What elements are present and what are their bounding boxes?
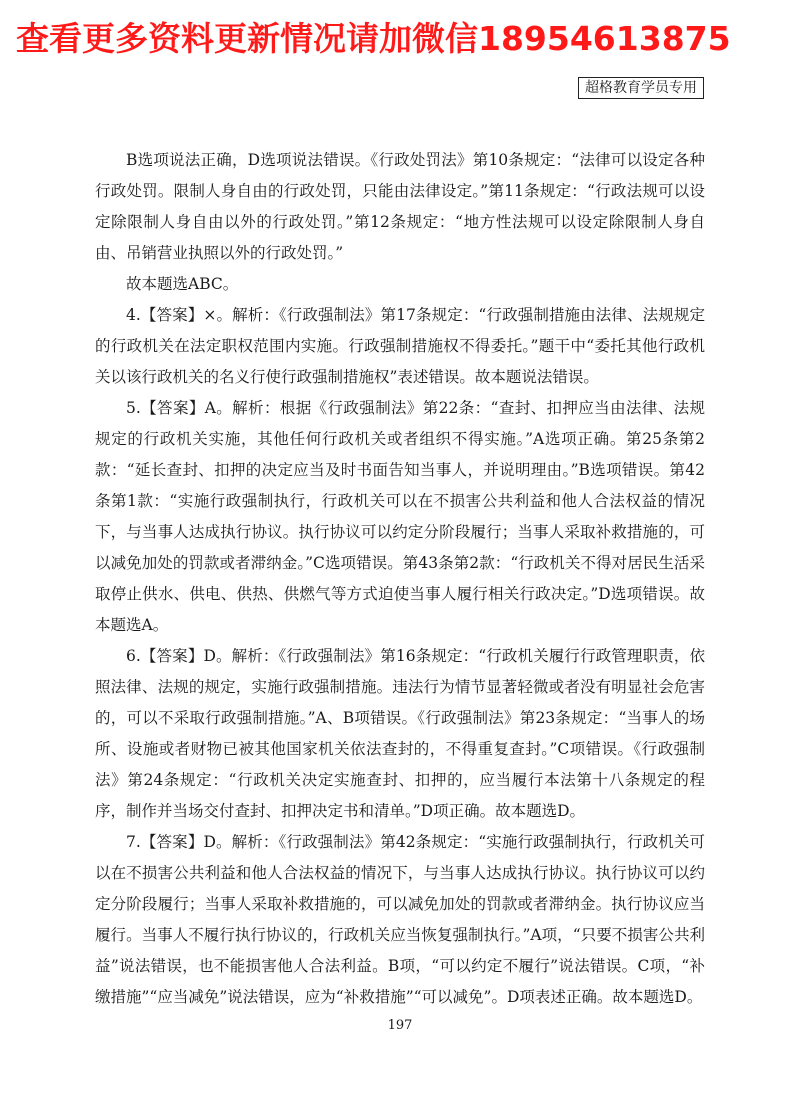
paragraph-question-6: 6.【答案】D。解析：《行政强制法》第16条规定：“行政机关履行行政管理职责，依照法律、法规的规定，实施行政强制措施。违法行为情节显著轻微或者没有明显社会危害的，可以不采取行政强制措施。”A、B项错误。《行政强制法》第23条规定：“当事人的场所、设施或者财物已被其他国家机关依法查封的，不得重复查封。”C项错误。《行政强制法》第24条规定：“行政机关决定实施查封、扣押的，应当履行本法第十八条规定的程序，制作并当场交付查封、扣押决定书和清单。”D项正确。故本题选D。 bbox=[95, 647, 705, 820]
paragraph-question-5: 5.【答案】A。解析：根据《行政强制法》第22条：“查封、扣押应当由法律、法规规定的行政机关实施，其他任何行政机关或者组织不得实施。”A选项正确。第25条第2款：“延长查封、扣押的决定应当及时书面告知当事人，并说明理由。”B选项错误。第42条第1款：“实施行政强制执行，行政机关可以在不损害公共利益和他人合法权益的情况下，与当事人达成执行协议。执行协议可以约定分阶段履行；当事人采取补救措施的，可以减免加处的罚款或者滞纳金。”C选项错误。第43条第2款：“行政机关不得对居民生活采取停止供水、供电、供热、供燃气等方式迫使当事人履行相关行政决定。”D选项错误。故本题选A。 bbox=[95, 399, 705, 634]
document-body bbox=[95, 145, 705, 1013]
paragraph-question-7: 7.【答案】D。解析：《行政强制法》第42条规定：“实施行政强制执行，行政机关可以在不损害公共利益和他人合法权益的情况下，与当事人达成执行协议。执行协议可以约定分阶段履行；当事人采取补救措施的，可以减免加处的罚款或者滞纳金。执行协议应当履行。当事人不履行执行协议的，行政机关应当恢复强制执行。”A项，“只要不损害公共利益”说法错误，也不能损害他人合法利益。B项，“可以约定不履行”说法错误。C项，“补缴措施”“应当减免”说法错误，应为“补救措施”“可以减免”。D项表述正确。故本题选D。 bbox=[95, 833, 705, 1006]
paragraph-b-option: B选项说法正确，D选项说法错误。《行政处罚法》第10条规定：“法律可以设定各种行政处罚。限制人身自由的行政处罚，只能由法律设定。”第11条规定：“行政法规可以设定除限制人身自由以外的行政处罚。”第12条规定：“地方性法规可以设定除限制人身自由、吊销营业执照以外的行政处罚。” bbox=[95, 151, 705, 262]
page-number: 197 bbox=[387, 1018, 413, 1033]
student-use-stamp: 超格教育学员专用 bbox=[578, 77, 704, 99]
paragraph-answer-abc: 故本题选ABC。 bbox=[126, 275, 239, 293]
watermark-banner: 查看更多资料更新情况请加微信18954613875 bbox=[16, 19, 731, 58]
paragraph-question-4: 4.【答案】×。解析：《行政强制法》第17条规定：“行政强制措施由法律、法规规定的行政机关在法定职权范围内实施。行政强制措施权不得委托。”题干中“委托其他行政机关以该行政机关的名义行使行政强制措施权”表述错误。故本题说法错误。 bbox=[95, 306, 705, 386]
